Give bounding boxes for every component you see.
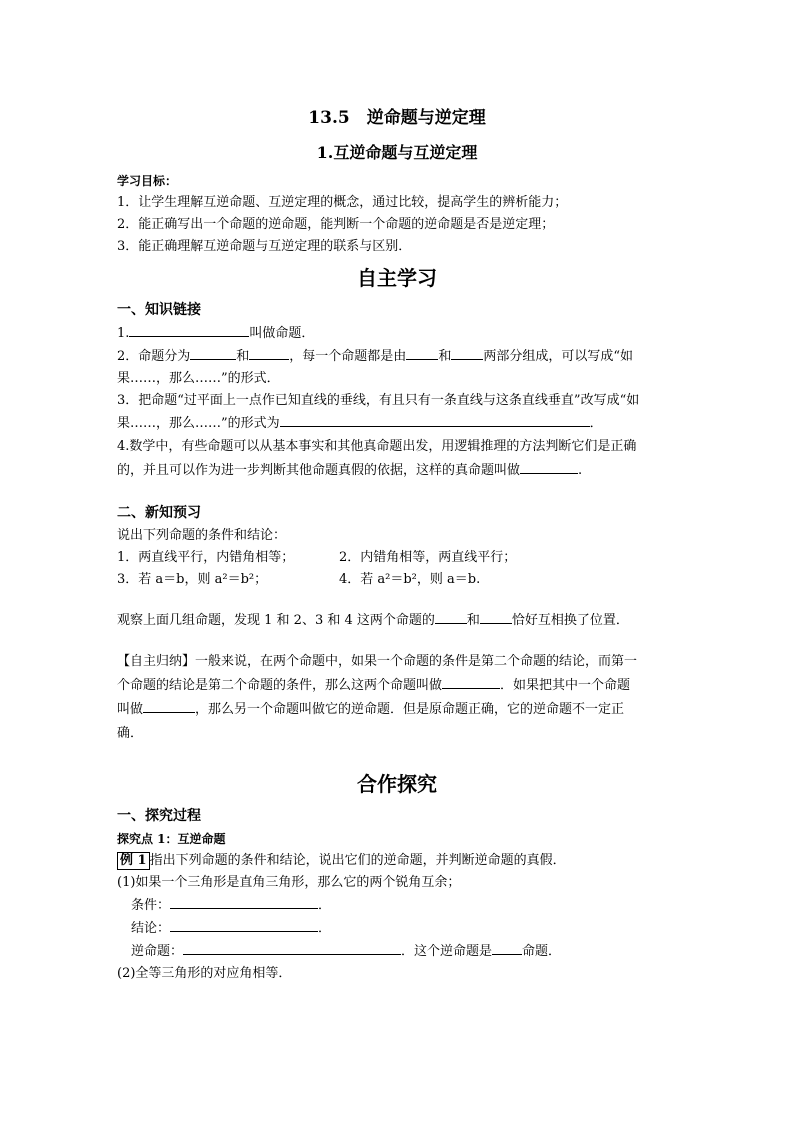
section-coop-title: 合作探究 [357, 772, 437, 796]
q2-text: 两部分组成，可以写成“如 [483, 349, 633, 364]
proposition-2: 2．内错角相等，两直线平行； [339, 550, 517, 565]
blank-field[interactable] [143, 698, 195, 713]
goal-item: 2．能正确写出一个命题的逆命题，能判断一个命题的逆命题是否是逆定理； [117, 217, 555, 232]
summary-line [117, 674, 677, 698]
subquestion-2: (2)全等三角形的对应角相等． [117, 966, 292, 981]
goal-item: 1．让学生理解互逆命题、互逆定理的概念，通过比较，提高学生的辨析能力； [117, 195, 568, 210]
q1-tail: 叫做命题． [249, 326, 315, 341]
inverse-row [117, 940, 677, 963]
punctuation: ． [318, 921, 332, 936]
summary-text: 个命题的结论是第二个命题的条件，那么这两个命题叫做 [117, 678, 443, 693]
inverse-label: 逆命题： [131, 944, 184, 959]
proposition-row [117, 569, 677, 591]
blank-field[interactable] [280, 412, 590, 427]
inverse-blank[interactable] [183, 940, 401, 955]
explore-point: 探究点 1：互逆命题 [117, 832, 226, 846]
observation-text: 和 [466, 613, 480, 628]
page-subtitle: 1.互逆命题与互逆定理 [316, 143, 478, 162]
summary-line: 【自主归纳】一般来说，在两个命题中，如果一个命题的条件是第二个命题的结论，而第一 [117, 654, 638, 669]
condition-row [117, 894, 677, 917]
blank-field[interactable] [442, 674, 500, 689]
condition-blank[interactable] [170, 894, 318, 909]
page-title: 13.5 逆命题与逆定理 [308, 108, 486, 128]
document-page [117, 100, 677, 985]
question-4: 4.数学中，有些命题可以从基本事实和其他真命题出发，用逻辑推理的方法判断它们是正确 [117, 439, 637, 454]
goal-item: 3．能正确理解互逆命题与互逆定理的联系与区别． [117, 239, 412, 254]
blank-field[interactable] [480, 609, 512, 624]
conclusion-label: 结论： [131, 921, 171, 936]
q2-text: ，每一个命题都是由 [289, 349, 407, 364]
blank-field[interactable] [190, 345, 236, 360]
blank-field[interactable] [249, 345, 289, 360]
observation-text: 恰好互相换了位置． [511, 613, 629, 628]
summary-line: 确． [117, 726, 144, 741]
learning-goals [117, 170, 677, 258]
q4-text: 的，并且可以作为进一步判断其他命题真假的依据，这样的真命题叫做 [117, 463, 521, 478]
summary-text: ．如果把其中一个命题 [500, 678, 631, 693]
question-1 [117, 322, 677, 345]
blank-field[interactable] [451, 345, 483, 360]
judge-text: 命题． [522, 944, 562, 959]
condition-label: 条件： [131, 898, 171, 913]
example-text: 指出下列命题的条件和结论，说出它们的逆命题，并判断逆命题的真假． [149, 853, 566, 868]
q4-text: . [578, 463, 583, 478]
question-3-cont [117, 412, 677, 435]
subquestion-1: (1)如果一个三角形是直角三角形，那么它的两个锐角互余； [117, 875, 461, 890]
q2-text: 和 [438, 349, 452, 364]
observation-text: 观察上面几组命题，发现 1 和 2、3 和 4 这两个命题的 [117, 613, 435, 628]
question-2 [117, 345, 677, 368]
proposition-row [117, 547, 677, 569]
question-4-cont [117, 459, 677, 483]
example-label: 例 1 [117, 852, 150, 870]
preview-heading: 二、新知预习 [117, 505, 201, 521]
proposition-4: 4．若 a²＝b²，则 a＝b. [339, 572, 481, 587]
observation [117, 609, 677, 632]
q3-text: 果……，那么……”的形式为 [117, 416, 280, 431]
q2-text: 2．命题分为 [117, 349, 191, 364]
summary-line [117, 698, 677, 722]
blank-field[interactable] [520, 459, 578, 474]
example-1 [117, 850, 677, 872]
q1-number: 1. [117, 326, 130, 341]
blank-field[interactable] [435, 609, 467, 624]
conclusion-blank[interactable] [170, 917, 318, 932]
q3-text: ． [589, 416, 603, 431]
summary-block [117, 650, 677, 746]
question-2-cont: 果……，那么……”的形式． [117, 371, 280, 386]
summary-text: 叫做 [117, 702, 144, 717]
summary-text: ，那么另一个命题叫做它的逆命题．但是原命题正确，它的逆命题不一定正 [195, 702, 625, 717]
section-self-study-title: 自主学习 [357, 266, 437, 290]
punctuation: ． [318, 898, 332, 913]
blank-field[interactable] [406, 345, 438, 360]
question-3: 3．把命题“过平面上一点作已知直线的垂线，有且只有一条直线与这条直线垂直”改写成“如 [117, 393, 640, 408]
blank-field[interactable] [129, 322, 249, 337]
q2-text: 和 [236, 349, 250, 364]
judge-text: ．这个逆命题是 [401, 944, 493, 959]
knowledge-link-heading: 一、知识链接 [117, 302, 201, 318]
proposition-1: 1．两直线平行，内错角相等； [117, 550, 295, 565]
proposition-3: 3．若 a＝b，则 a²＝b²； [117, 572, 268, 587]
conclusion-row [117, 917, 677, 940]
explore-heading: 一、探究过程 [117, 808, 201, 824]
goals-heading: 学习目标： [117, 174, 178, 188]
judge-blank[interactable] [492, 940, 522, 955]
preview-intro: 说出下列命题的条件和结论： [117, 528, 287, 543]
